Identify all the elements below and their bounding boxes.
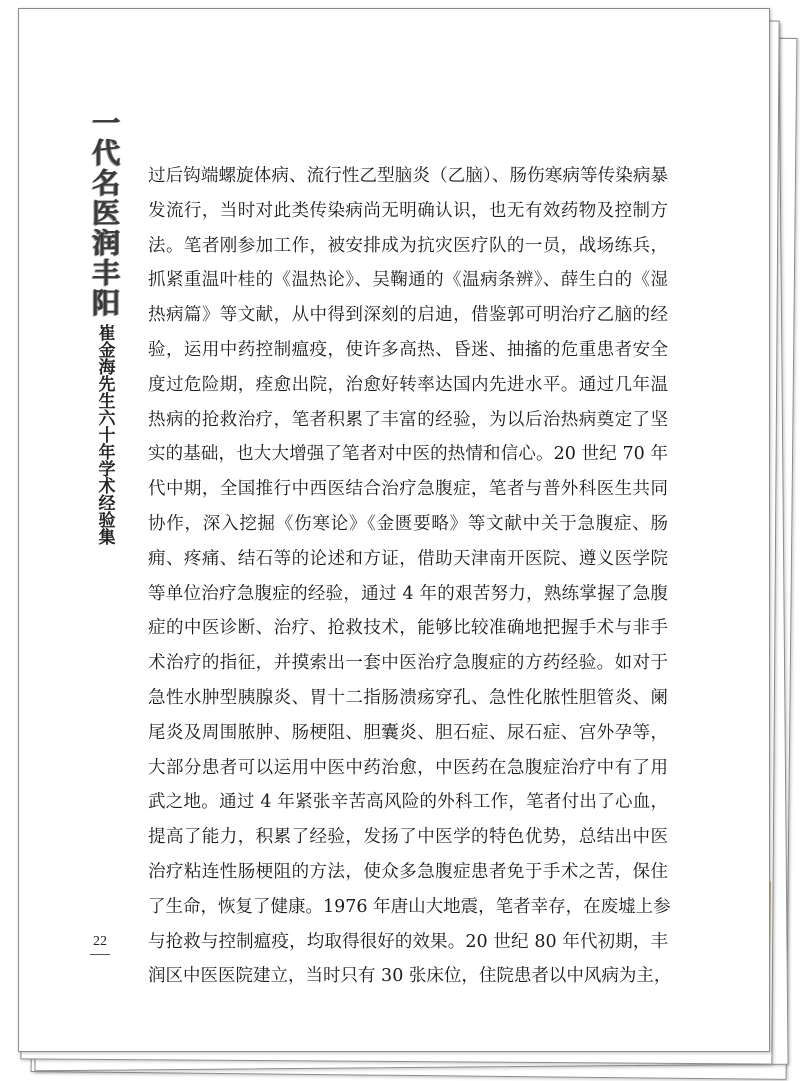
page <box>18 8 768 1050</box>
text-line: 武之地。通过 4 年紧张辛苦高风险的外科工作，笔者付出了心血， <box>148 792 668 813</box>
text-line: 验，运用中药控制瘟疫，使许多高热、昏迷、抽搐的危重患者安全 <box>148 339 668 360</box>
text-line: 协作，深入挖掘《伤寒论》《金匮要略》等文献中关于急腹症、肠 <box>148 513 668 534</box>
text-line: 实的基础，也大大增强了笔者对中医的热情和信心。20 世纪 70 年 <box>148 444 668 465</box>
text-line: 度过危险期，痊愈出院，治愈好转率达国内先进水平。通过几年温 <box>148 374 668 395</box>
text-line: 术治疗的指征，并摸索出一套中医治疗急腹症的方药经验。如对于 <box>148 653 668 674</box>
text-line: 热病篇》等文献，从中得到深刻的启迪，借鉴郭可明治疗乙脑的经 <box>148 305 668 326</box>
text-line: 了生命，恢复了健康。1976 年唐山大地震，笔者幸存，在废墟上参 <box>148 896 671 917</box>
text-line: 法。笔者刚参加工作，被安排成为抗灾医疗队的一员，战场练兵， <box>148 235 668 256</box>
text-line: 润区中医医院建立，当时只有 30 张床位，住院患者以中风病为主， <box>148 966 672 987</box>
text-line: 尾炎及周围脓肿、肠梗阻、胆囊炎、胆石症、尿石症、宫外孕等， <box>148 722 668 743</box>
text-line: 与抢救与控制瘟疫，均取得很好的效果。20 世纪 80 年代初期，丰 <box>148 931 668 952</box>
body-text <box>148 159 672 994</box>
text-line: 热病的抢救治疗，笔者积累了丰富的经验，为以后治热病奠定了坚 <box>148 409 668 430</box>
text-line: 发流行，当时对此类传染病尚无明确认识，也无有效药物及控制方 <box>148 200 668 221</box>
text-line: 提高了能力，积累了经验，发扬了中医学的特色优势，总结出中医 <box>148 827 668 848</box>
text-line: 症的中医诊断、治疗、抢救技术，能够比较准确地把握手术与非手 <box>148 618 668 639</box>
text-line: 大部分患者可以运用中医中药治愈，中医药在急腹症治疗中有了用 <box>148 757 668 778</box>
book-title-column <box>82 108 126 545</box>
text-line: 治疗粘连性肠梗阻的方法，使众多急腹症患者免于手术之苦，保住 <box>148 861 668 882</box>
text-line: 过后钩端螺旋体病、流行性乙型脑炎（乙脑）、肠伤寒病等传染病暴 <box>148 166 668 186</box>
text-line: 抓紧重温叶桂的《温热论》、吴鞠通的《温病条辨》、薛生白的《湿 <box>148 270 668 291</box>
text-line: 代中期，全国推行中西医结合治疗急腹症，笔者与普外科医生共同 <box>148 479 668 500</box>
text-line: 痈、疼痛、结石等的论述和方证，借助天津南开医院、遵义医学院 <box>148 548 668 569</box>
book-subtitle: 崔金海先生六十年学术经验集 <box>94 324 115 545</box>
page-number: 22 <box>90 934 110 955</box>
calligraphy-title: 一代名医润丰阳 <box>88 108 121 318</box>
text-line: 急性水肿型胰腺炎、胃十二指肠溃疡穿孔、急性化脓性胆管炎、阑 <box>148 687 668 708</box>
text-line: 等单位治疗急腹症的经验，通过 4 年的艰苦努力，熟练掌握了急腹 <box>148 583 668 604</box>
